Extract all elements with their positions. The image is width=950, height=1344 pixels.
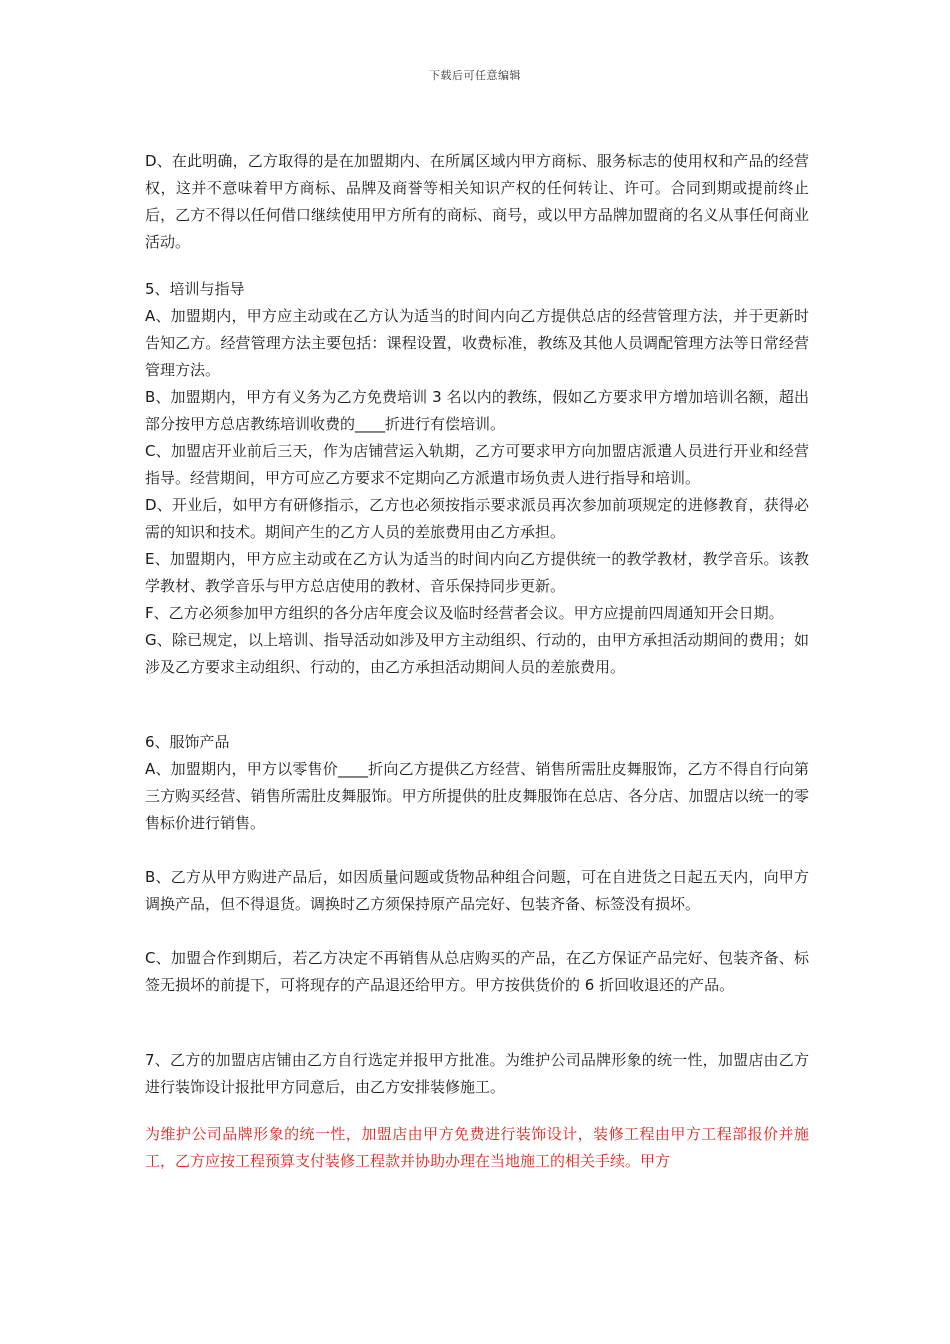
section-7-paragraph: 7、乙方的加盟店店铺由乙方自行选定并报甲方批准。为维护公司品牌形象的统一性，加盟店由乙方进行装饰设计报批甲方同意后，由乙方安排装修施工。 — [145, 1051, 809, 1096]
section-5-item-f: F、乙方必须参加甲方组织的各分店年度会议及临时经营者会议。甲方应提前四周通知开会日期。 — [145, 604, 784, 622]
section-5-item-c: C、加盟店开业前后三天，作为店铺营运入轨期，乙方可要求甲方向加盟店派遣人员进行开业和经营指导。经营期间，甲方可应乙方要求不定期向乙方派遣市场负责人进行指导和培训。 — [145, 442, 809, 487]
spacer — [145, 1101, 809, 1121]
spacer — [145, 837, 809, 864]
section-5-item-d: D、开业后，如甲方有研修指示，乙方也必须按指示要求派员再次参加前项规定的进修教育，获得必需的知识和技术。期间产生的乙方人员的差旅费用由乙方承担。 — [145, 496, 809, 541]
spacer — [145, 681, 809, 729]
page-header: 下载后可任意编辑 — [429, 69, 521, 82]
spacer — [145, 256, 809, 276]
section-5-title: 5、培训与指导 — [145, 280, 245, 298]
spacer — [145, 999, 809, 1047]
section-6-item-c: C、加盟合作到期后，若乙方决定不再销售从总店购买的产品，在乙方保证产品完好、包装齐备、标签无损坏的前提下，可将现存的产品退还给甲方。甲方按供货价的 6 折回收退还的产品。 — [145, 949, 809, 994]
paragraph-d-clause: D、在此明确，乙方取得的是在加盟期内、在所属区域内甲方商标、服务标志的使用权和产品的经营权，这并不意味着甲方商标、品牌及商誉等相关知识产权的任何转让、许可。合同到期或提前终止后，乙方不得以任何借口继续使用甲方所有的商标、商号，或以甲方品牌加盟商的名义从事任何商业活动。 — [145, 152, 809, 251]
section-6-item-b: B、乙方从甲方购进产品后，如因质量问题或货物品种组合问题，可在自进货之日起五天内，向甲方调换产品，但不得退货。调换时乙方须保持原产品完好、包装齐备、标签没有损坏。 — [145, 868, 809, 913]
section-5-item-b: B、加盟期内，甲方有义务为乙方免费培训 3 名以内的教练，假如乙方要求甲方增加培训名额，超出部分按甲方总店教练培训收费的____折进行有偿培训。 — [145, 388, 809, 433]
spacer — [145, 918, 809, 945]
section-6-item-a: A、加盟期内，甲方以零售价____折向乙方提供乙方经营、销售所需肚皮舞服饰，乙方不得自行向第三方购买经营、销售所需肚皮舞服饰。甲方所提供的肚皮舞服饰在总店、各分店、加盟店以统一的零售标价进行销售。 — [145, 760, 809, 832]
section-5-item-g: G、除已规定，以上培训、指导活动如涉及甲方主动组织、行动的，由甲方承担活动期间的费用；如涉及乙方要求主动组织、行动的，由乙方承担活动期间人员的差旅费用。 — [145, 631, 809, 676]
section-5-item-a: A、加盟期内，甲方应主动或在乙方认为适当的时间内向乙方提供总店的经营管理方法，并于更新时告知乙方。经营管理方法主要包括：课程设置，收费标准，教练及其他人员调配管理方法等日常经营管理方法。 — [145, 307, 809, 379]
document-body — [145, 148, 809, 1175]
section-7-red-paragraph: 为维护公司品牌形象的统一性，加盟店由甲方免费进行装饰设计，装修工程由甲方工程部报价并施工，乙方应按工程预算支付装修工程款并协助办理在当地施工的相关手续。甲方 — [145, 1125, 809, 1170]
section-5-item-e: E、加盟期内，甲方应主动或在乙方认为适当的时间内向乙方提供统一的教学教材，教学音乐。该教学教材、教学音乐与甲方总店使用的教材、音乐保持同步更新。 — [145, 550, 809, 595]
section-6-title: 6、服饰产品 — [145, 733, 230, 751]
